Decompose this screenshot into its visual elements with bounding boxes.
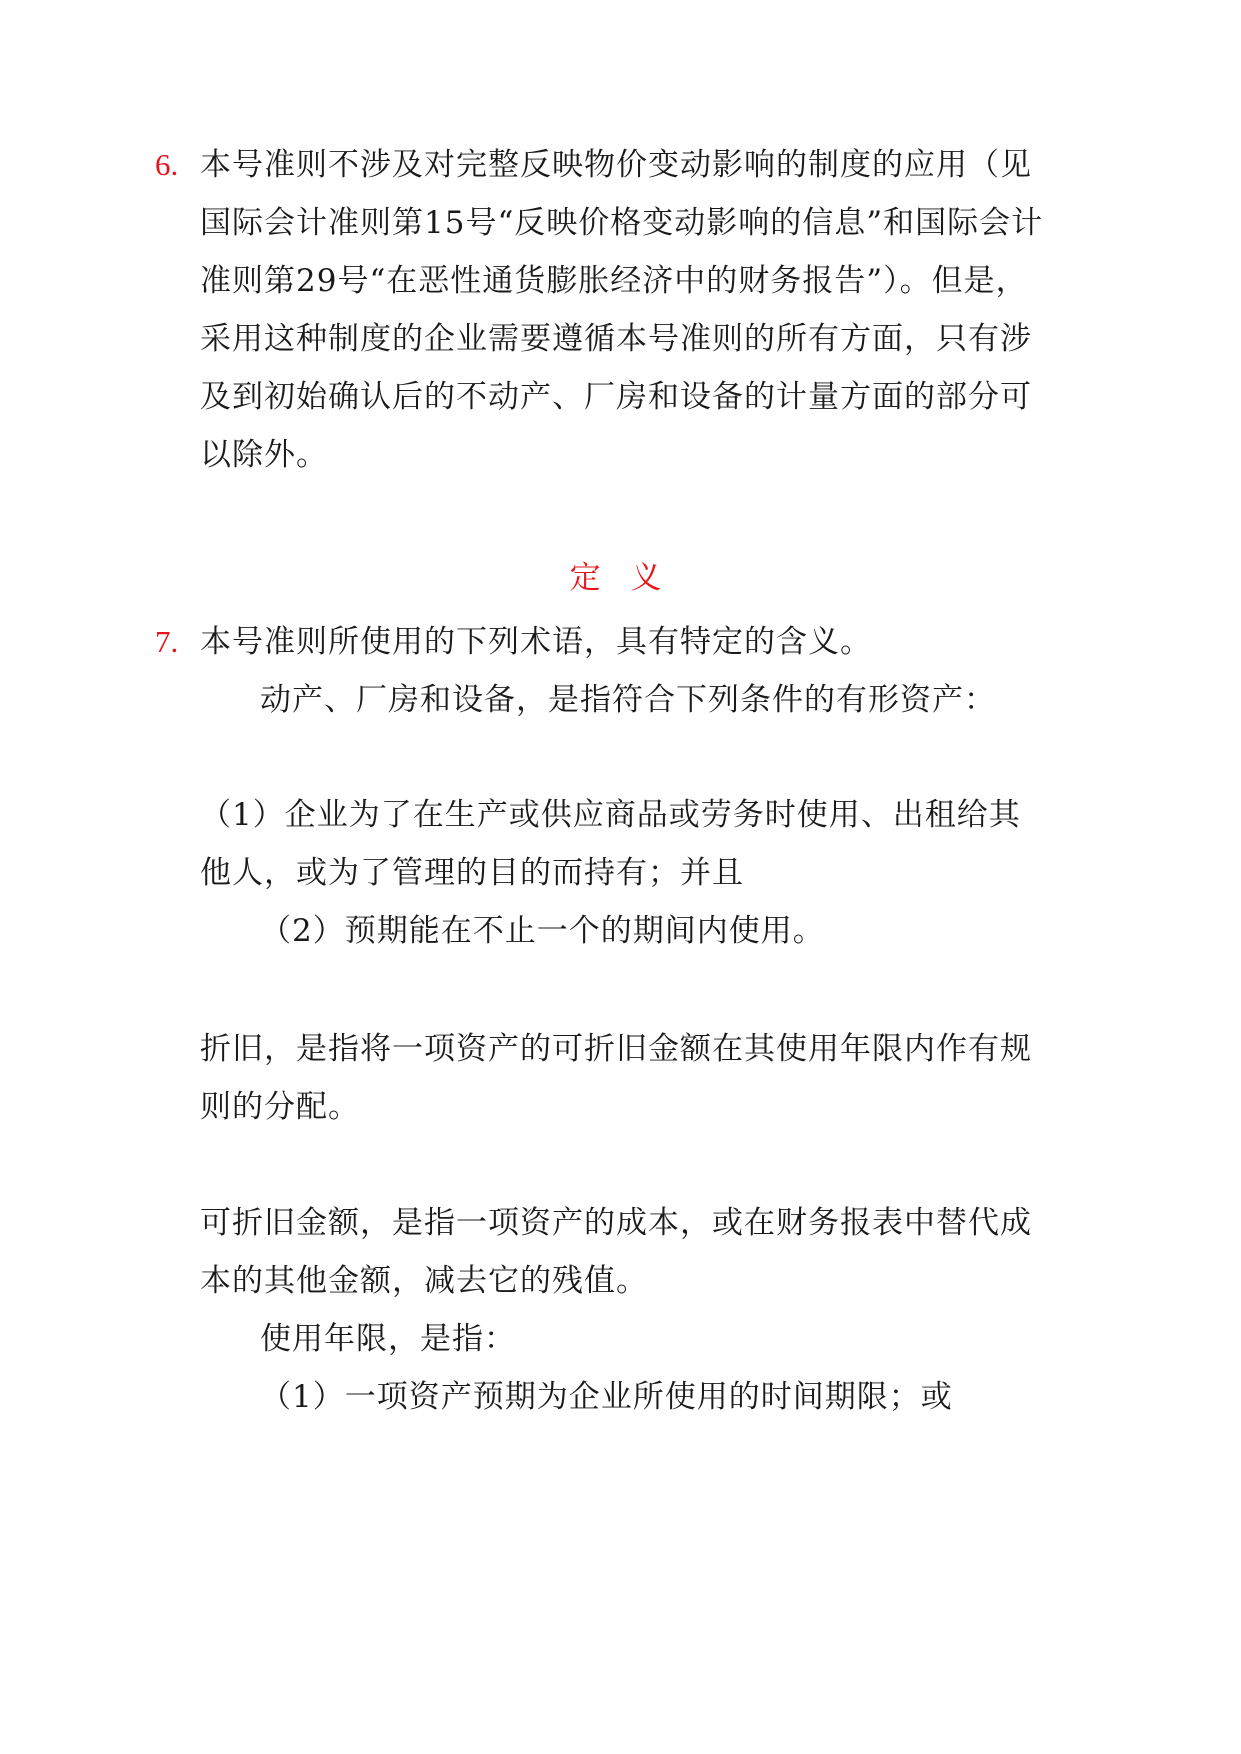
section-heading-definitions: 定 义 — [569, 560, 672, 596]
paragraph-6-line-5: 及到初始确认后的不动产、厂房和设备的计量方面的部分可 — [200, 379, 1032, 415]
definition-useful-life: 使用年限，是指： — [260, 1321, 516, 1357]
useful-life-condition-1: （1）一项资产预期为企业所使用的时间期限；或 — [260, 1379, 953, 1415]
ppe-condition-1-line-1: （1）企业为了在生产或供应商品或劳务时使用、出租给其 — [200, 797, 1021, 833]
paragraph-number-6: 6. — [155, 147, 179, 182]
paragraph-7-intro: 本号准则所使用的下列术语，具有特定的含义。 — [200, 624, 872, 660]
paragraph-6-line-1: 本号准则不涉及对完整反映物价变动影响的制度的应用（见 — [200, 147, 1032, 183]
ppe-condition-2: （2）预期能在不止一个的期间内使用。 — [260, 913, 825, 949]
definition-ppe: 动产、厂房和设备，是指符合下列条件的有形资产： — [260, 682, 996, 718]
definition-depreciation-line-2: 则的分配。 — [200, 1089, 360, 1125]
definition-depreciable-amount-line-1: 可折旧金额，是指一项资产的成本，或在财务报表中替代成 — [200, 1205, 1032, 1241]
paragraph-number-7: 7. — [155, 624, 179, 659]
paragraph-6-line-3: 准则第29号“在恶性通货膨胀经济中的财务报告”）。但是， — [200, 263, 1028, 299]
paragraph-6-line-6: 以除外。 — [200, 437, 328, 473]
ppe-condition-1-line-2: 他人，或为了管理的目的而持有；并且 — [200, 855, 744, 891]
paragraph-6-line-4: 采用这种制度的企业需要遵循本号准则的所有方面，只有涉 — [200, 321, 1032, 357]
definition-depreciation-line-1: 折旧，是指将一项资产的可折旧金额在其使用年限内作有规 — [200, 1031, 1032, 1067]
definition-depreciable-amount-line-2: 本的其他金额，减去它的残值。 — [200, 1263, 648, 1299]
paragraph-6-line-2: 国际会计准则第15号“反映价格变动影响的信息”和国际会计 — [200, 205, 1044, 241]
